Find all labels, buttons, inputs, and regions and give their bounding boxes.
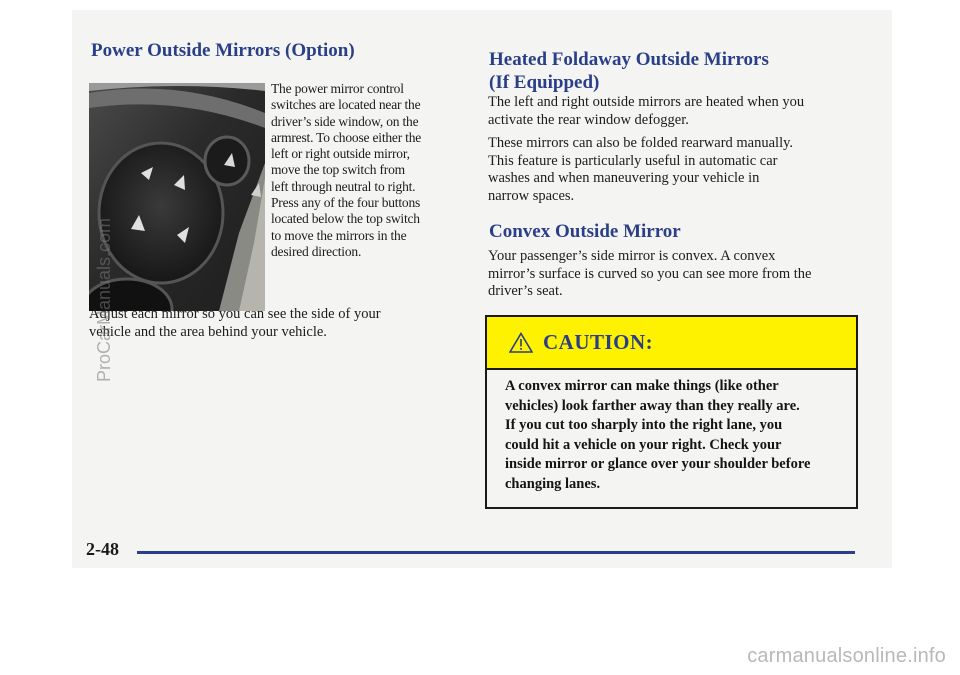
footer-watermark: carmanualsonline.info <box>747 645 946 667</box>
text-line: narrow spaces. <box>488 187 575 204</box>
adjust-mirror-paragraph <box>89 306 459 341</box>
text-line: vehicle and the area behind your vehicle. <box>89 323 327 340</box>
caution-text <box>505 377 845 494</box>
text-line: switches are located near the <box>271 97 421 113</box>
text-line: Adjust each mirror so you can see the side of your <box>89 306 381 322</box>
convex-mirror-paragraph <box>488 248 868 301</box>
text-line: armrest. To choose either the <box>271 129 422 145</box>
text-line: The power mirror control <box>271 81 404 96</box>
caution-header <box>487 317 856 370</box>
text-line: driver’s seat. <box>488 283 563 299</box>
text-line: left or right outside mirror, <box>271 146 410 162</box>
text-line: to move the mirrors in the <box>271 227 407 243</box>
text-line: inside mirror or glance over your shoulder before <box>505 456 811 472</box>
text-line: If you cut too sharply into the right lane, you <box>505 417 783 433</box>
heated-mirrors-heading <box>489 48 769 94</box>
text-line: This feature is particularly useful in automatic car <box>488 152 778 169</box>
text-line: driver’s side window, on the <box>271 113 419 129</box>
caution-box <box>485 315 858 509</box>
text-line: changing lanes. <box>505 475 601 492</box>
side-watermark-text: ProCarManuals.com <box>94 217 114 382</box>
manual-page <box>72 10 892 568</box>
text-line: desired direction. <box>271 243 362 259</box>
text-line: vehicles) look farther away than they really are. <box>505 397 800 414</box>
warning-triangle-icon <box>509 332 533 353</box>
convex-mirror-heading: Convex Outside Mirror <box>489 221 681 242</box>
mirror-switch-photo <box>89 83 265 311</box>
text-line: A convex mirror can make things (like other <box>505 378 779 394</box>
text-line: Press any of the four buttons <box>271 195 421 211</box>
mirror-switch-photo-graphic <box>89 83 265 311</box>
power-mirror-description <box>271 81 461 260</box>
text-line: Your passenger’s side mirror is convex. A convex <box>488 248 776 264</box>
heading-line: Heated Foldaway Outside Mirrors <box>489 49 769 70</box>
text-line: washes and when maneuvering your vehicle in <box>488 170 760 186</box>
text-line: left through neutral to right. <box>271 178 416 194</box>
page-number: 2-48 <box>86 539 119 559</box>
text-line: located below the top switch <box>271 211 420 227</box>
text-line: The left and right outside mirrors are heated when you <box>488 94 805 110</box>
text-line: move the top switch from <box>271 162 405 178</box>
footer-rule <box>137 551 855 554</box>
text-line: activate the rear window defogger. <box>488 111 689 128</box>
text-line: These mirrors can also be folded rearward manually. <box>488 135 794 151</box>
caution-label: CAUTION: <box>543 330 654 354</box>
heated-mirrors-paragraph-1 <box>488 94 868 129</box>
text-line: could hit a vehicle on your right. Check your <box>505 436 782 453</box>
heading-line: (If Equipped) <box>489 72 600 93</box>
text-line: mirror’s surface is curved so you can see more from the <box>488 265 812 282</box>
heated-mirrors-paragraph-2 <box>488 135 868 205</box>
power-mirrors-heading: Power Outside Mirrors (Option) <box>91 40 355 61</box>
